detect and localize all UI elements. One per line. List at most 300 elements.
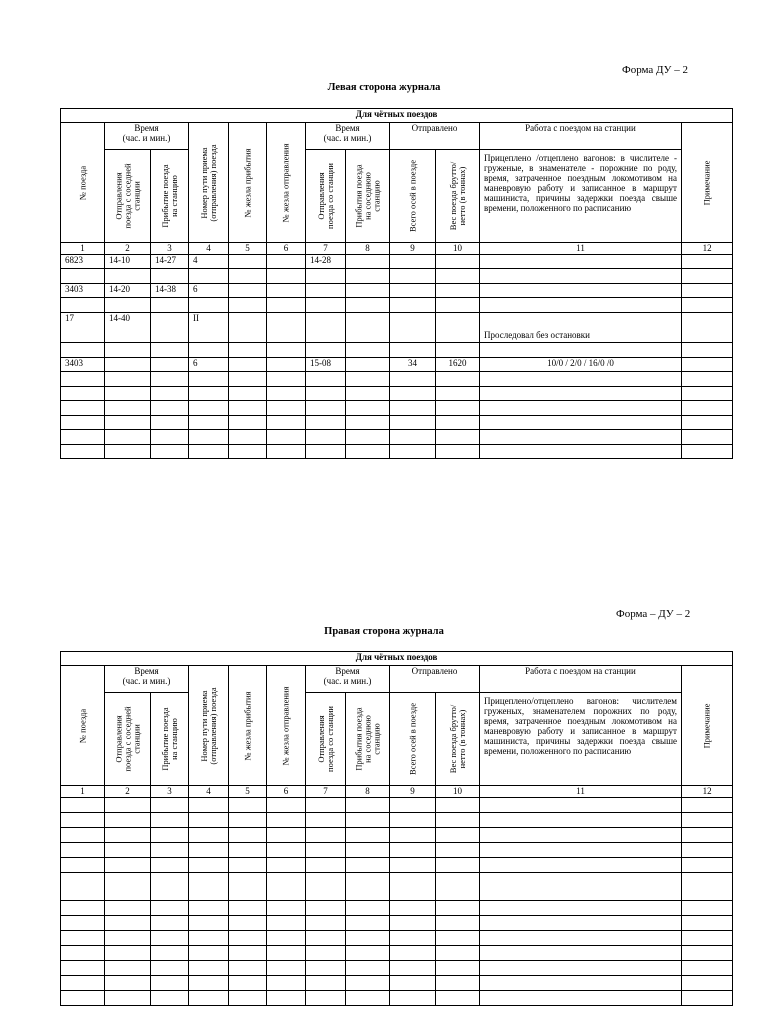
cell-c5 — [229, 401, 267, 416]
cell-c12 — [682, 991, 733, 1006]
cell-c4 — [189, 798, 229, 813]
cell-c1 — [61, 387, 105, 401]
table-row — [61, 284, 733, 298]
cell-c8 — [346, 858, 390, 873]
cell-c8 — [346, 991, 390, 1006]
cell-c1 — [61, 343, 105, 358]
column-number: 9 — [390, 243, 436, 255]
cell-c6 — [267, 445, 306, 459]
cell-c11 — [480, 298, 682, 313]
cell-c6 — [267, 901, 306, 916]
table-row — [61, 828, 733, 843]
cell-c8 — [346, 931, 390, 946]
cell-c5 — [229, 298, 267, 313]
col-axles — [390, 150, 436, 243]
cell-c1: 17 — [61, 313, 105, 343]
cell-c4 — [189, 343, 229, 358]
right-page-title: Правая сторона журнала — [324, 626, 444, 637]
table-row — [61, 916, 733, 931]
table-row — [61, 313, 733, 343]
cell-c4 — [189, 298, 229, 313]
cell-c8 — [346, 901, 390, 916]
cell-c8 — [346, 946, 390, 961]
cell-c11 — [480, 430, 682, 445]
cell-c9 — [390, 416, 436, 430]
cell-c10 — [436, 961, 480, 976]
cell-c1 — [61, 976, 105, 991]
cell-c2 — [105, 343, 151, 358]
cell-c1 — [61, 858, 105, 873]
cell-c3 — [151, 387, 189, 401]
cell-c10 — [436, 901, 480, 916]
cell-c8 — [346, 813, 390, 828]
cell-c4 — [189, 430, 229, 445]
table-row — [61, 401, 733, 416]
cell-c2 — [105, 843, 151, 858]
cell-c7 — [306, 313, 346, 343]
cell-c11 — [480, 401, 682, 416]
column-number: 12 — [682, 243, 733, 255]
cell-c5 — [229, 372, 267, 387]
cell-c9 — [390, 298, 436, 313]
cell-c2 — [105, 931, 151, 946]
cell-c12 — [682, 946, 733, 961]
column-number: 5 — [229, 243, 267, 255]
cell-c6 — [267, 343, 306, 358]
cell-c5 — [229, 931, 267, 946]
cell-c5 — [229, 430, 267, 445]
work-description: Прицеплено /отцеплено вагонов: в числителе - груженые, в знаменателе - порожние по роду, время, затраченное поездным локомотивом на маневровую работу и записанное в маршрут машиниста, причины задержки поезда свыше времени, положенного по расписанию — [480, 150, 682, 243]
journal-table-left — [60, 108, 733, 459]
cell-c11 — [480, 416, 682, 430]
depart-station-label: Отправления поезда со станции — [315, 163, 335, 229]
work-group-header: Работа с поездом на станции — [480, 123, 682, 150]
cell-c7 — [306, 430, 346, 445]
column-number: 2 — [105, 243, 151, 255]
cell-c8 — [346, 401, 390, 416]
cell-c1 — [61, 798, 105, 813]
column-number: 8 — [346, 786, 390, 798]
cell-c1 — [61, 269, 105, 284]
cell-c8 — [346, 430, 390, 445]
cell-c2 — [105, 961, 151, 976]
cell-c11 — [480, 343, 682, 358]
cell-c11 — [480, 445, 682, 459]
cell-c5 — [229, 798, 267, 813]
cell-c10 — [436, 798, 480, 813]
cell-c10 — [436, 828, 480, 843]
table-row — [61, 387, 733, 401]
cell-c2 — [105, 858, 151, 873]
cell-c11 — [480, 946, 682, 961]
cell-c1 — [61, 843, 105, 858]
cell-c3 — [151, 961, 189, 976]
cell-c11: Проследовал без остановки — [480, 313, 682, 343]
journal-table-right — [60, 651, 733, 1006]
col-arrival — [151, 150, 189, 243]
cell-c9 — [390, 430, 436, 445]
cell-c4 — [189, 873, 229, 901]
table-row — [61, 358, 733, 372]
cell-c9 — [390, 976, 436, 991]
cell-c4: 6 — [189, 284, 229, 298]
cell-c8 — [346, 843, 390, 858]
cell-c3 — [151, 269, 189, 284]
table-row — [61, 991, 733, 1006]
cell-c9 — [390, 372, 436, 387]
cell-c12 — [682, 931, 733, 946]
cell-c2: 14-10 — [105, 255, 151, 269]
cell-c4 — [189, 813, 229, 828]
cell-c9 — [390, 813, 436, 828]
cell-c10 — [436, 401, 480, 416]
cell-c4: 4 — [189, 255, 229, 269]
track-number-label: Номер пути приема (отправления) поезда — [198, 686, 218, 765]
cell-c10 — [436, 976, 480, 991]
cell-c3 — [151, 843, 189, 858]
col-staff-arrival — [229, 123, 267, 243]
cell-c8 — [346, 313, 390, 343]
cell-c2 — [105, 358, 151, 372]
cell-c2 — [105, 828, 151, 843]
cell-c6 — [267, 430, 306, 445]
table-row — [61, 931, 733, 946]
cell-c8 — [346, 343, 390, 358]
cell-c5 — [229, 961, 267, 976]
cell-c8 — [346, 284, 390, 298]
cell-c9 — [390, 255, 436, 269]
cell-c7 — [306, 284, 346, 298]
cell-c7 — [306, 901, 346, 916]
cell-c8 — [346, 961, 390, 976]
cell-c2 — [105, 946, 151, 961]
cell-c9 — [390, 798, 436, 813]
cell-c5 — [229, 946, 267, 961]
cell-c5 — [229, 313, 267, 343]
cell-c7 — [306, 416, 346, 430]
cell-c12 — [682, 916, 733, 931]
cell-c3 — [151, 343, 189, 358]
cell-c2 — [105, 298, 151, 313]
cell-c4 — [189, 976, 229, 991]
arrival-label: Прибытие поезда на станцию — [159, 707, 179, 771]
cell-c7 — [306, 873, 346, 901]
cell-c3 — [151, 901, 189, 916]
cell-c4 — [189, 858, 229, 873]
cell-c4 — [189, 961, 229, 976]
cell-c3 — [151, 858, 189, 873]
cell-c4 — [189, 416, 229, 430]
cell-c10 — [436, 255, 480, 269]
cell-c7 — [306, 798, 346, 813]
cell-c4 — [189, 445, 229, 459]
cell-c11 — [480, 387, 682, 401]
cell-c9 — [390, 946, 436, 961]
cell-c2 — [105, 991, 151, 1006]
col-train-number — [61, 123, 105, 243]
cell-c1 — [61, 991, 105, 1006]
cell-c12 — [682, 255, 733, 269]
cell-c11 — [480, 991, 682, 1006]
cell-c1 — [61, 813, 105, 828]
cell-c7 — [306, 343, 346, 358]
cell-c9 — [390, 873, 436, 901]
cell-c12 — [682, 873, 733, 901]
col-arrival — [151, 693, 189, 786]
cell-c2 — [105, 901, 151, 916]
cell-c10 — [436, 916, 480, 931]
cell-c7 — [306, 813, 346, 828]
cell-c12 — [682, 858, 733, 873]
cell-c8 — [346, 358, 390, 372]
table-row — [61, 255, 733, 269]
cell-c11 — [480, 976, 682, 991]
cell-c2 — [105, 798, 151, 813]
col-depart-neighbor — [105, 150, 151, 243]
cell-c1 — [61, 401, 105, 416]
cell-c12 — [682, 313, 733, 343]
cell-c12 — [682, 445, 733, 459]
cell-c9 — [390, 916, 436, 931]
column-number: 10 — [436, 243, 480, 255]
col-depart-station — [306, 150, 346, 243]
weight-label: Вес поезда брутто/ нетто (в тоннах) — [447, 161, 467, 231]
table-row — [61, 416, 733, 430]
cell-c2: 14-20 — [105, 284, 151, 298]
column-number: 4 — [189, 786, 229, 798]
cell-c10 — [436, 813, 480, 828]
cell-c2 — [105, 430, 151, 445]
cell-c8 — [346, 445, 390, 459]
cell-c3 — [151, 358, 189, 372]
note-label: Примечание — [701, 160, 712, 205]
cell-c9 — [390, 858, 436, 873]
time-group-header-2: Время (час. и мин.) — [306, 123, 390, 150]
cell-c6 — [267, 931, 306, 946]
cell-c4 — [189, 401, 229, 416]
cell-c4: II — [189, 313, 229, 343]
arrival-neighbor-label: Прибытия поезда на соседнюю станцию — [353, 164, 381, 228]
cell-c11 — [480, 284, 682, 298]
cell-c4 — [189, 828, 229, 843]
cell-c2 — [105, 445, 151, 459]
cell-c7 — [306, 961, 346, 976]
cell-c3 — [151, 873, 189, 901]
column-number: 9 — [390, 786, 436, 798]
cell-c10 — [436, 858, 480, 873]
col-depart-neighbor — [105, 693, 151, 786]
column-number: 4 — [189, 243, 229, 255]
cell-c3 — [151, 991, 189, 1006]
cell-c10 — [436, 991, 480, 1006]
cell-c3 — [151, 430, 189, 445]
cell-c5 — [229, 828, 267, 843]
cell-c11 — [480, 828, 682, 843]
cell-c9 — [390, 901, 436, 916]
table-row — [61, 372, 733, 387]
staff-departure-label: № жезла отправления — [280, 686, 291, 765]
cell-c6 — [267, 416, 306, 430]
cell-c8 — [346, 269, 390, 284]
cell-c8 — [346, 798, 390, 813]
cell-c6 — [267, 916, 306, 931]
col-note — [682, 666, 733, 786]
cell-c3 — [151, 416, 189, 430]
cell-c5 — [229, 269, 267, 284]
cell-c7 — [306, 931, 346, 946]
cell-c11: 10/0 / 2/0 / 16/0 /0 — [480, 358, 682, 372]
cell-c11 — [480, 372, 682, 387]
col-arrival-neighbor — [346, 150, 390, 243]
cell-c9 — [390, 961, 436, 976]
cell-c9 — [390, 284, 436, 298]
cell-c6 — [267, 269, 306, 284]
cell-c11 — [480, 873, 682, 901]
cell-c6 — [267, 372, 306, 387]
cell-c10 — [436, 430, 480, 445]
cell-c3 — [151, 313, 189, 343]
cell-c3: 14-27 — [151, 255, 189, 269]
column-number: 12 — [682, 786, 733, 798]
cell-c7 — [306, 387, 346, 401]
train-number-label: № поезда — [77, 708, 87, 743]
cell-c4: 6 — [189, 358, 229, 372]
col-weight — [436, 150, 480, 243]
col-track-number — [189, 666, 229, 786]
col-train-number — [61, 666, 105, 786]
cell-c4 — [189, 991, 229, 1006]
cell-c11 — [480, 798, 682, 813]
cell-c12 — [682, 298, 733, 313]
cell-c2 — [105, 387, 151, 401]
cell-c8 — [346, 416, 390, 430]
cell-c3 — [151, 931, 189, 946]
sent-group-header: Отправлено — [390, 666, 480, 693]
cell-c7 — [306, 916, 346, 931]
table-row — [61, 430, 733, 445]
cell-c6 — [267, 828, 306, 843]
arrival-neighbor-label: Прибытия поезда на соседнюю станцию — [353, 707, 381, 771]
table-row — [61, 269, 733, 284]
cell-c5 — [229, 358, 267, 372]
table-row — [61, 798, 733, 813]
cell-c9 — [390, 828, 436, 843]
cell-c8 — [346, 916, 390, 931]
cell-c10 — [436, 269, 480, 284]
cell-c1 — [61, 445, 105, 459]
cell-c10: 1620 — [436, 358, 480, 372]
cell-c7: 14-28 — [306, 255, 346, 269]
cell-c12 — [682, 372, 733, 387]
cell-c5 — [229, 343, 267, 358]
cell-c11 — [480, 858, 682, 873]
cell-c7 — [306, 991, 346, 1006]
column-number: 10 — [436, 786, 480, 798]
column-number: 6 — [267, 243, 306, 255]
cell-c10 — [436, 843, 480, 858]
cell-c4 — [189, 931, 229, 946]
cell-c10 — [436, 873, 480, 901]
work-description: Прицеплено/отцеплено вагонов: числителем груженых, знаменателем порожних по роду, время, затраченное поездным локомотивом на маневровую работу и записанное в маршрут машиниста, причины задержки поезда свыше времени, положенного по расписанию — [480, 693, 682, 786]
cell-c5 — [229, 387, 267, 401]
column-number: 7 — [306, 243, 346, 255]
cell-c2 — [105, 416, 151, 430]
cell-c9 — [390, 343, 436, 358]
cell-c10 — [436, 343, 480, 358]
cell-c9: 34 — [390, 358, 436, 372]
cell-c5 — [229, 976, 267, 991]
cell-c8 — [346, 255, 390, 269]
cell-c11 — [480, 901, 682, 916]
cell-c6 — [267, 255, 306, 269]
cell-c1: 6823 — [61, 255, 105, 269]
cell-c8 — [346, 873, 390, 901]
cell-c4 — [189, 269, 229, 284]
staff-departure-label: № жезла отправления — [280, 143, 291, 222]
cell-c4 — [189, 901, 229, 916]
col-arrival-neighbor — [346, 693, 390, 786]
cell-c1 — [61, 916, 105, 931]
column-number: 3 — [151, 786, 189, 798]
cell-c7 — [306, 976, 346, 991]
cell-c12 — [682, 798, 733, 813]
cell-c5 — [229, 255, 267, 269]
cell-c8 — [346, 372, 390, 387]
cell-c1 — [61, 873, 105, 901]
cell-c3 — [151, 372, 189, 387]
table-row — [61, 843, 733, 858]
table-row — [61, 813, 733, 828]
cell-c10 — [436, 931, 480, 946]
cell-c4 — [189, 387, 229, 401]
cell-c11 — [480, 961, 682, 976]
cell-c10 — [436, 298, 480, 313]
cell-c12 — [682, 976, 733, 991]
depart-neighbor-label: Отправления поезда с соседней станции — [113, 163, 141, 229]
table-row — [61, 445, 733, 459]
cell-c1 — [61, 430, 105, 445]
cell-c5 — [229, 843, 267, 858]
cell-c6 — [267, 873, 306, 901]
depart-station-label: Отправления поезда со станции — [315, 706, 335, 772]
cell-c3 — [151, 946, 189, 961]
cell-c6 — [267, 401, 306, 416]
table-row — [61, 858, 733, 873]
cell-c6 — [267, 991, 306, 1006]
cell-c12 — [682, 901, 733, 916]
cell-c3 — [151, 916, 189, 931]
cell-c8 — [346, 298, 390, 313]
col-note — [682, 123, 733, 243]
cell-c7 — [306, 445, 346, 459]
cell-c6 — [267, 946, 306, 961]
cell-c3 — [151, 798, 189, 813]
cell-c9 — [390, 269, 436, 284]
cell-c5 — [229, 901, 267, 916]
cell-c6 — [267, 387, 306, 401]
cell-c11 — [480, 931, 682, 946]
cell-c1: 3403 — [61, 284, 105, 298]
cell-c12 — [682, 269, 733, 284]
time-group-header: Время (час. и мин.) — [105, 666, 189, 693]
staff-arrival-label: № жезла прибытия — [242, 691, 252, 760]
cell-c9 — [390, 931, 436, 946]
cell-c1 — [61, 372, 105, 387]
column-number: 7 — [306, 786, 346, 798]
cell-c4 — [189, 372, 229, 387]
arrival-label: Прибытие поезда на станцию — [159, 164, 179, 228]
cell-c3 — [151, 445, 189, 459]
